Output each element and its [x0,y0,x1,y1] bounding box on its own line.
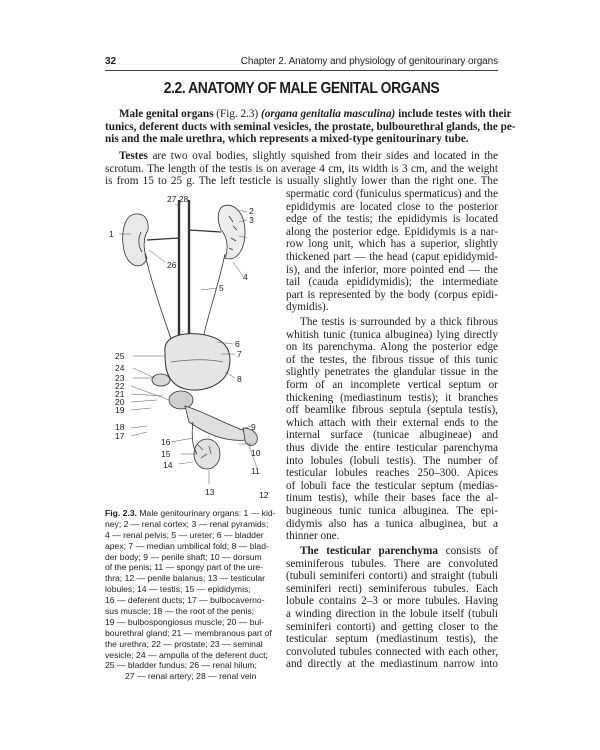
rcol-line: lobule contains 2–3 or more tubules. Having [286,595,498,608]
rcol-line: into lobules (lobuli testis). The number of [286,454,498,467]
rcol-line: edge of the testis; the epididymis is located [286,213,498,226]
right-column-paragraph-1 [286,188,498,314]
intro-line-3: nis and the male urethra, which represents a mixed-type genitourinary tube. [105,133,469,146]
caption-line: 25 — bladder fundus; 26 — renal hilum; [105,660,257,671]
fig-label: 21 [115,389,125,399]
rcol-line: internal surface (tunicae albugineae) and [286,429,498,442]
rcol-line: epididymis are located close to the posterior [286,200,498,213]
rcol-line: a winding direction in the lobule itself (tubuli [286,607,498,620]
anatomy-figure [105,192,280,500]
caption-line: of the penis; 11 — spongy part of the ure- [105,562,263,573]
rcol-line: off beamlike fibrous septula (septula testis), [286,404,498,417]
fig-label: 7 [237,349,242,359]
header-rule [105,70,498,71]
rcol-line: convoluted tubules connected with each other, [286,645,498,658]
rcol-line: didymis also has a tunica albuginea, but a [286,517,498,530]
section-title: 2.2. ANATOMY OF MALE GENITAL ORGANS [163,80,440,97]
chapter-title: Chapter 2. Anatomy and physiology of genitourinary organs [240,56,498,67]
fig-label: 26 [167,260,177,270]
fig-label: 6 [235,339,240,349]
caption-line: vesicle; 24 — ampulla of the deferent duct; [105,649,268,660]
genitourinary-illustration [105,192,280,500]
rcol-line: The testicular parenchyma consists of [300,545,498,557]
fig-label: 14 [163,460,173,470]
caption-line: ney; 2 — renal cortex; 3 — renal pyramids; [105,518,269,529]
fig-label: 17 [115,431,125,441]
prostate [169,391,193,409]
caption-line: apex; 7 — median umbilical fold; 8 — blad- [105,540,269,551]
caption-line: bourethral gland; 21 — membranous part of [105,627,272,638]
caption-line: lobules; 14 — testis; 15 — epididymis; [105,584,251,595]
rcol-line: thickened part — the head (caput epididymid- [286,250,498,263]
rcol-line: tinum testis), while their bases face the al- [286,492,498,505]
testes-paragraph [105,150,498,188]
caption-line: 27 — renal artery; 28 — renal vein [125,671,257,682]
testes-line-1: Testes are two oval bodies, slightly squished from their sides and located in the [119,150,498,162]
intro-line-1: Male genital organs (Fig. 2.3) (organa genitalia masculina) include testes with their [119,108,512,120]
intro-paragraph [105,108,516,146]
caption-line: der body; 9 — penile shaft; 10 — dorsum [105,551,262,562]
rcol-line: tail (cauda epididymidis); the intermediate [286,276,498,289]
fig-label: 2 [249,206,254,216]
caption-line: 4 — renal pelvis; 5 — ureter; 6 — bladder [105,529,264,540]
fig-label: 19 [115,405,125,415]
fig-label: 20 [115,397,125,407]
fig-label: 12 [259,490,269,500]
right-column-paragraph-2 [286,316,498,543]
fig-label: 11 [251,466,260,476]
fig-label: 3 [249,215,254,225]
page-number: 32 [105,56,117,67]
caption-line: 19 — bulbospongiosus muscle; 20 — bul- [105,616,265,627]
rcol-line: which attach with their external ends to the [286,416,498,429]
rcol-line: part is represented by the body (corpus epidi- [286,288,498,301]
rcol-line: spermatic cord (funiculus spermaticus) and the [286,188,498,200]
fig-label: 5 [219,283,224,293]
fig-label: 15 [161,449,171,459]
caption-line: thra; 12 — penile balanus; 13 — testicular [105,573,266,584]
testes-line-2: scrotum. The length of the testis is on average 4 cm, its width is 3 cm, and the weight [105,162,498,175]
rcol-line: on its parenchyma. Along the posterior edge [286,341,498,354]
intro-line-2: tunics, deferent ducts with seminal vesicles, the prostate, bulbourethral glands, the pe- [105,120,516,133]
caption-line: 16 — deferent ducts; 17 — bulbocaverno- [105,595,265,606]
fig-label: 23 [115,373,125,383]
seminal-vesicle [152,374,170,386]
rcol-line: testicular lobules reaches 250–300. Apices [286,467,498,480]
caption-fig-ref: Fig. 2.3. [105,508,137,518]
rcol-line: slightly penetrates the glandular tissue in the [286,366,498,379]
rcol-line: seminiferous tubules. There are convoluted [286,557,498,570]
right-kidney-shape [218,205,245,259]
rcol-line: thus divide the entire testicular parenchyma [286,441,498,454]
rcol-line: of the testes, the fibrous tissue of this tunic [286,353,498,366]
caption-line: the urethra; 22 — prostate; 23 — seminal [105,638,263,649]
fig-label: 8 [237,374,242,384]
rcol-line: (tubuli seminiferi contorti) and straight (tubuli [286,570,498,583]
rcol-line: thinner one. [286,530,340,543]
fig-label: 4 [243,272,248,282]
rcol-line: along the posterior edge. Epididymis is a nar- [286,225,498,238]
fig-label: 10 [251,448,261,458]
rcol-line: form of an incomplete vertical septum or [286,378,498,391]
caption-line: Fig. 2.3. Male genitourinary organs: 1 — kid- [105,508,276,518]
rcol-line: of lobuli face the testicular septum (medias- [286,479,498,492]
fig-label: 16 [161,437,171,447]
fig-label: 24 [115,363,125,373]
rcol-line: is), and the inferior, more pointed end — the [286,263,498,276]
caption-line: sus muscle; 18 — the root of the penis; [105,606,255,617]
rcol-line: bugineous tunic tunica albuginea. The epi- [286,504,498,517]
rcol-line: row long unit, which has a superior, slightly [286,238,498,251]
fig-label: 9 [251,422,256,432]
fig-label: 1 [109,229,114,239]
right-column-paragraph-3 [286,545,498,671]
running-head [105,56,498,70]
fig-label: 25 [115,351,125,361]
fig-label: 13 [205,487,215,497]
fig-label: 18 [115,422,125,432]
testes-line-3: is from 15 to 25 g. The left testicle is usually slightly lower than the right one. The [105,175,498,188]
figure-caption [105,508,275,682]
fig-label: 27 28 [167,194,189,204]
rcol-line: whitish tunic (tunica albuginea) lying directly [286,328,498,341]
rcol-line: thickening (mediastinum testis); it branches [286,391,498,404]
penile-shaft [185,406,247,440]
renal-vessels [147,230,221,240]
left-kidney-shape [123,214,148,266]
rcol-line: The testis is surrounded by a thick fibrous [300,316,498,328]
rcol-line: dymidis). [286,301,329,314]
fig-label: 22 [115,381,125,391]
rcol-line: seminiferi recti) seminiferous tubules. Each [286,582,498,595]
rcol-line: and directly at the mediastinum narrow into [286,658,498,671]
rcol-line: seminiferi contorti) and getting closer to the [286,620,498,633]
rcol-line: testicular septum (mediastinum testis), the [286,633,498,646]
